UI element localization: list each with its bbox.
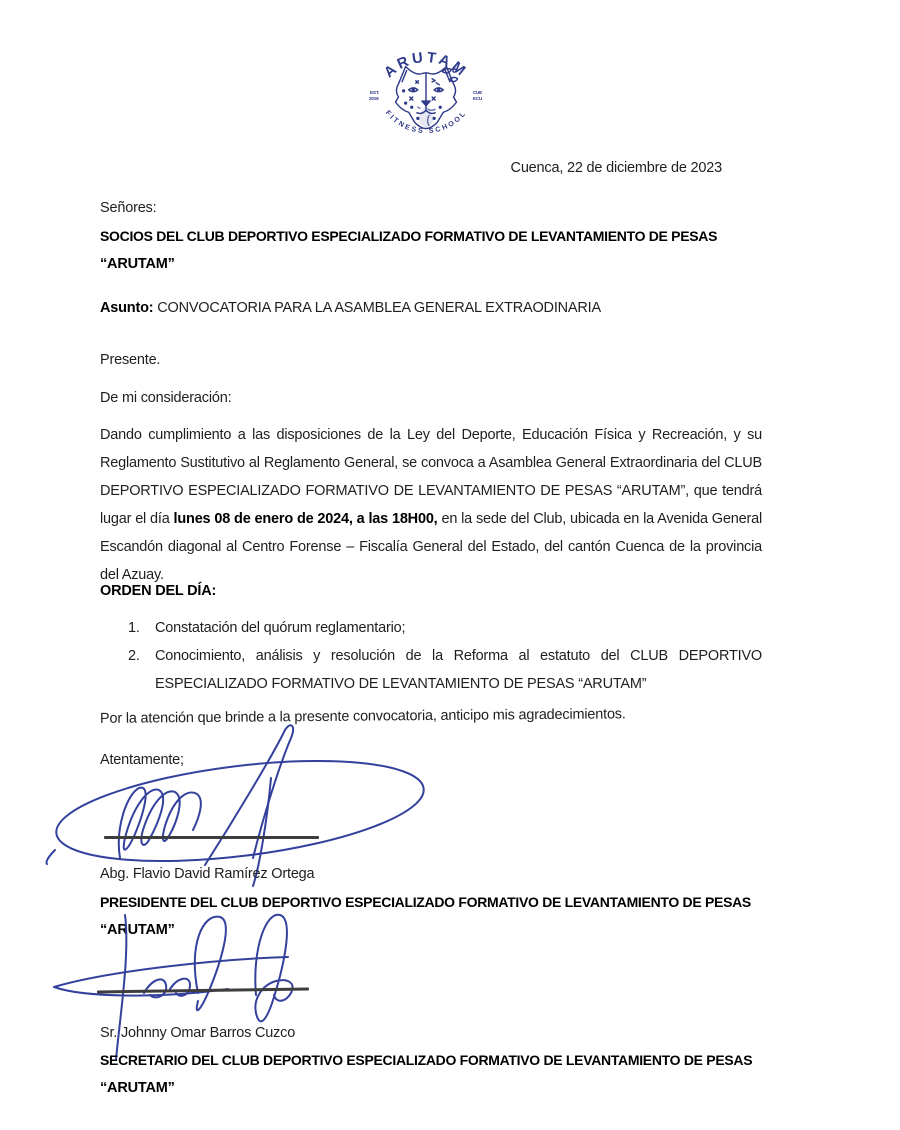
arutam-logo-icon (364, 38, 488, 152)
presente-line: Presente. (100, 352, 161, 368)
agenda-item-1-text: Constatación del quórum reglamentario; (155, 620, 406, 636)
agenda-list (100, 614, 762, 698)
subject-label: Asunto: (100, 300, 154, 316)
arutam-logo (364, 38, 488, 152)
recipient-salutation: Señores: (100, 200, 157, 216)
secretary-club-name: “ARUTAM” (100, 1080, 175, 1096)
logo-city-label: CUE (472, 89, 483, 95)
body-part2: en la sede del Club, ubicada en la Avenida General Escandón diagonal al Centro Forense – Fiscalía General del Estado, del cantón Cuenca de la provincia del Azuay. (100, 511, 762, 583)
body-paragraph (100, 421, 762, 589)
body-part1: Dando cumplimiento a las disposiciones de la Ley del Deporte, Educación Física y Recreación, y su Reglamento Sustitutivo al Reglamento General, se convoca a Asamblea General Extraordinaria del CLUB DEPORTIVO ESPECIALIZADO FORMATIVO DE LEVANTAMIENTO DE PESAS “ARUTAM”, que tendrá lugar el día (100, 427, 762, 527)
logo-est-year: 2019 (369, 96, 379, 102)
logo-country-label: ECU (472, 96, 483, 102)
recipient-club-name: “ARUTAM” (100, 256, 175, 272)
date-line: Cuenca, 22 de diciembre de 2023 (510, 160, 722, 176)
president-club-name: “ARUTAM” (100, 922, 175, 938)
agenda-item-1-number: 1. (128, 620, 140, 636)
logo-est-label: EST. (370, 89, 380, 95)
logo-tagline-text: FITNESS SCHOOL (383, 108, 469, 136)
secretary-title: SECRETARIO DEL CLUB DEPORTIVO ESPECIALIZADO FORMATIVO DE LEVANTAMIENTO DE PESAS (100, 1052, 753, 1068)
agenda-item-2-number: 2. (128, 648, 140, 664)
recipient-club-line: SOCIOS DEL CLUB DEPORTIVO ESPECIALIZADO FORMATIVO DE LEVANTAMIENTO DE PESAS (100, 228, 718, 244)
president-title: PRESIDENTE DEL CLUB DEPORTIVO ESPECIALIZADO FORMATIVO DE LEVANTAMIENTO DE PESAS (100, 894, 751, 910)
subject-line (100, 294, 762, 322)
body-date-bold: lunes 08 de enero de 2024, a las 18H00, (173, 511, 438, 527)
farewell-line: Atentamente; (100, 752, 184, 768)
president-name: Abg. Flavio David Ramírez Ortega (100, 866, 315, 882)
logo-brand-text: ARUTAM (381, 49, 471, 82)
agenda-item-2 (100, 642, 762, 698)
secretary-name: Sr. Johnny Omar Barros Cuzco (100, 1025, 296, 1041)
agenda-title: ORDEN DEL DÍA: (100, 583, 217, 599)
subject-text: CONVOCATORIA PARA LA ASAMBLEA GENERAL EXTRAODINARIA (157, 300, 601, 316)
closing-line: Por la atención que brinde a la presente convocatoria, anticipo mis agradecimientos. (99, 706, 626, 727)
greeting-line: De mi consideración: (100, 390, 232, 406)
agenda-item-1 (100, 614, 762, 642)
signature-line-president (104, 836, 319, 839)
agenda-item-2-text: Conocimiento, análisis y resolución de la Reforma al estatuto del CLUB DEPORTIVO ESPECIALIZADO FORMATIVO DE LEVANTAMIENTO DE PESAS “ARUTAM” (155, 648, 762, 692)
